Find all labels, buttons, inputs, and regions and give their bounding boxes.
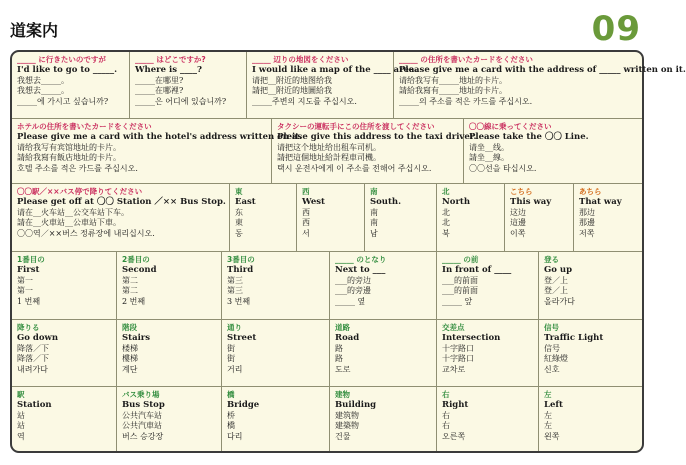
phrase-translation: 紅綠燈	[544, 354, 568, 364]
phrase-cell	[247, 52, 418, 119]
phrase-label: 北	[442, 187, 450, 196]
phrase-translation: 請在__火車站__公車站下車。	[17, 218, 121, 228]
phrase-cell	[222, 252, 330, 320]
phrase-translation: 请把这个地址给出租车司机。	[277, 142, 381, 152]
phrase-translation: 樓梯	[122, 354, 138, 364]
phrase-english: North	[442, 196, 471, 207]
phrase-label: 南	[370, 187, 378, 196]
phrase-label: 交差点	[442, 323, 465, 332]
phrase-english: Please give this address to the taxi driver.	[277, 131, 477, 142]
phrase-translation: 公共汽车站	[122, 410, 162, 420]
phrase-english: That way	[579, 196, 622, 207]
phrase-translation: 請把這個地址給計程車司機。	[277, 153, 381, 163]
phrase-translation: 남	[370, 228, 378, 238]
phrase-cell	[394, 52, 686, 119]
phrase-cell	[365, 184, 437, 252]
phrase-label: 信号	[544, 323, 559, 332]
phrase-label: _____ に行きたいのですが	[17, 55, 106, 64]
phrase-translation: 左	[544, 421, 552, 431]
phrase-translation: 西	[302, 218, 310, 228]
phrase-translation: 건물	[335, 431, 351, 441]
phrase-translation: 降落／下	[17, 343, 49, 353]
phrase-english: Please get off at 〇〇 Station ／×× Bus Stop.	[17, 196, 226, 207]
phrase-english: Bridge	[227, 399, 260, 410]
phrase-cell	[437, 387, 539, 451]
phrase-translation: 왼쪽	[544, 431, 560, 441]
phrase-english: Third	[227, 264, 254, 275]
phrase-translation: _____在哪裡?	[135, 86, 184, 96]
phrase-translation: 도로	[335, 364, 351, 374]
phrase-english: West	[302, 196, 325, 207]
phrase-translation: 我想去_____。	[17, 75, 69, 85]
phrase-translation: 東	[235, 218, 243, 228]
phrase-english: Next to ___	[335, 264, 386, 275]
phrase-translation: 请在__火车站__公交车站下车。	[17, 207, 129, 217]
phrase-english: This way	[510, 196, 552, 207]
phrase-translation: 〇〇역／××버스 정류장에 내리십시오.	[17, 228, 155, 238]
phrase-english: Please give me a card with the address of _____ written on it.	[399, 64, 686, 75]
phrase-translation: 桥	[227, 410, 235, 420]
phrase-cell	[272, 119, 477, 184]
phrase-translation: 右	[442, 410, 450, 420]
phrase-cell	[539, 387, 642, 451]
phrase-translation: 저쪽	[579, 228, 595, 238]
phrase-cell	[12, 184, 230, 252]
phrase-cell	[12, 320, 117, 387]
phrase-english: Go down	[17, 332, 58, 343]
phrase-translation: 西	[302, 207, 310, 217]
phrase-translation: 楼梯	[122, 343, 138, 353]
phrase-english: Traffic Light	[544, 332, 604, 343]
phrase-translation: 公共汽車站	[122, 421, 162, 431]
phrase-translation: ___的旁边	[335, 275, 371, 285]
phrase-translation: 這邊	[510, 218, 526, 228]
phrase-cell	[12, 119, 303, 184]
phrase-english: South.	[370, 196, 402, 207]
phrase-english: Second	[122, 264, 157, 275]
phrase-translation: 신호	[544, 364, 560, 374]
phrase-translation: 第二	[122, 286, 138, 296]
phrase-cell	[330, 387, 437, 451]
phrase-label: 3番目の	[227, 255, 255, 264]
phrase-english: Please give me a card with the hotel's address written on it.	[17, 131, 303, 142]
phrase-cell	[12, 52, 130, 119]
phrase-translation: _____은 어디에 있습니까?	[135, 96, 227, 106]
phrase-label: ホテルの住所を書いたカードをください	[17, 122, 152, 131]
phrase-label: 建物	[335, 390, 350, 399]
phrase-cell	[330, 320, 437, 387]
phrase-label: 〇〇線に乗ってください	[469, 122, 552, 131]
phrase-translation: 我想去_____。	[17, 86, 69, 96]
phrase-translation: 다리	[227, 431, 243, 441]
phrase-english: Right	[442, 399, 469, 410]
phrase-translation: 第一	[17, 275, 33, 285]
phrase-translation: 第三	[227, 286, 243, 296]
phrase-translation: 信号	[544, 343, 560, 353]
phrase-cell	[330, 252, 437, 320]
phrase-label: 道路	[335, 323, 350, 332]
phrase-cell	[117, 320, 222, 387]
phrase-cell	[222, 320, 330, 387]
phrase-translation: 请把__附近的地图给我	[252, 75, 332, 85]
phrase-label: こちら	[510, 187, 533, 196]
phrase-label: 登る	[544, 255, 559, 264]
phrase-translation: _____에 가시고 싶습니까?	[17, 96, 109, 106]
phrase-english: Bus Stop	[122, 399, 165, 410]
phrase-translation: 버스 승강장	[122, 431, 164, 441]
phrase-translation: 左	[544, 410, 552, 420]
phrase-english: Go up	[544, 264, 573, 275]
phrase-english: Intersection	[442, 332, 501, 343]
phrase-label: 東	[235, 187, 243, 196]
phrase-cell	[117, 387, 222, 451]
phrase-label: 〇〇駅／××バス停で降りてください	[17, 187, 143, 196]
phrase-english: Please take the 〇〇 Line.	[469, 131, 589, 142]
phrase-cell	[539, 252, 642, 320]
phrase-label: _____ 辺りの地図をください	[252, 55, 349, 64]
phrase-translation: 橋	[227, 421, 235, 431]
phrase-translation: 站	[17, 410, 25, 420]
phrase-label: バス乗り場	[122, 390, 160, 399]
phrase-translation: 第二	[122, 275, 138, 285]
phrase-english: First	[17, 264, 40, 275]
phrase-english: Building	[335, 399, 377, 410]
phrase-label: 階段	[122, 323, 137, 332]
phrase-label: あちら	[579, 187, 602, 196]
phrase-translation: 3 번째	[227, 296, 251, 306]
phrase-translation: 降落／下	[17, 354, 49, 364]
phrase-label: 降りる	[17, 323, 40, 332]
phrase-translation: 路	[335, 343, 343, 353]
phrase-translation: 請給我寫有_____地址的卡片。	[399, 86, 507, 96]
phrase-translation: _____의 주소를 적은 카드를 주십시오.	[399, 96, 533, 106]
phrase-translation: 登／上	[544, 286, 568, 296]
phrase-translation: 站	[17, 421, 25, 431]
phrase-english: Station	[17, 399, 52, 410]
phrase-english: Road	[335, 332, 360, 343]
phrase-translation: _____주변의 지도를 주십시오.	[252, 96, 357, 106]
phrase-english: Stairs	[122, 332, 151, 343]
phrase-cell	[117, 252, 222, 320]
phrase-translation: 계단	[122, 364, 138, 374]
phrase-translation: 十字路口	[442, 354, 474, 364]
phrase-cell	[574, 184, 642, 252]
phrase-translation: 登／上	[544, 275, 568, 285]
phrase-translation: ___的前面	[442, 275, 478, 285]
phrase-translation: 那边	[579, 207, 595, 217]
phrase-translation: 〇〇선을 타십시오.	[469, 163, 537, 173]
phrase-english: Left	[544, 399, 563, 410]
phrase-label: 橋	[227, 390, 235, 399]
phrase-cell	[437, 252, 539, 320]
phrase-translation: 請給我寫有飯店地址的卡片。	[17, 153, 121, 163]
phrase-translation: 請把__附近的地圖給我	[252, 86, 332, 96]
phrase-translation: ___的前面	[442, 286, 478, 296]
phrase-translation: 路	[335, 354, 343, 364]
phrase-translation: 이쪽	[510, 228, 526, 238]
phrase-translation: 호텔 주소를 적은 카드를 주십시오.	[17, 163, 138, 173]
page-title: 道案内	[10, 21, 59, 40]
phrase-translation: 請坐__線。	[469, 153, 509, 163]
phrase-translation: 街	[227, 354, 235, 364]
phrase-translation: 1 번째	[17, 296, 41, 306]
phrase-cell	[464, 119, 642, 184]
phrase-label: 1番目の	[17, 255, 45, 264]
phrase-translation: 请给我写有宾馆地址的卡片。	[17, 142, 121, 152]
phrase-translation: 교차로	[442, 364, 466, 374]
phrase-translation: 那邊	[579, 218, 595, 228]
phrase-translation: 建筑物	[335, 410, 359, 420]
phrase-english: East	[235, 196, 256, 207]
phrase-table	[10, 50, 686, 453]
phrase-cell	[12, 252, 117, 320]
phrase-translation: 동	[235, 228, 243, 238]
phrase-translation: 南	[370, 207, 378, 217]
phrase-translation: 南	[370, 218, 378, 228]
phrase-cell	[539, 320, 642, 387]
phrase-label: 右	[442, 390, 450, 399]
phrase-label: 駅	[17, 390, 25, 399]
phrase-label: 西	[302, 187, 310, 196]
phrase-translation: _____ 앞	[442, 296, 473, 306]
phrase-label: _____ の前	[442, 255, 479, 264]
phrase-english: Street	[227, 332, 257, 343]
phrase-cell	[12, 387, 117, 451]
phrase-label: 左	[544, 390, 552, 399]
phrase-translation: 第三	[227, 275, 243, 285]
phrase-translation: 街	[227, 343, 235, 353]
phrase-translation: ___的旁邊	[335, 286, 371, 296]
phrase-translation: 2 번째	[122, 296, 146, 306]
phrase-translation: 北	[442, 207, 450, 217]
phrase-translation: _____ 옆	[335, 296, 366, 306]
phrase-label: _____ の住所を書いたカードをください	[399, 55, 533, 64]
phrase-label: 2番目の	[122, 255, 150, 264]
phrase-translation: 东	[235, 207, 243, 217]
phrase-label: 通り	[227, 323, 242, 332]
phrase-english: I would like a map of the ____ area.	[252, 64, 418, 75]
phrase-label: _____ はどこですか?	[135, 55, 206, 64]
phrase-translation: 내려가다	[17, 364, 48, 374]
phrase-cell	[437, 184, 505, 252]
phrase-cell	[437, 320, 539, 387]
phrase-translation: 서	[302, 228, 310, 238]
phrase-translation: 请给我写有_____地址的卡片。	[399, 75, 507, 85]
phrase-translation: 第一	[17, 286, 33, 296]
phrase-cell	[297, 184, 365, 252]
phrase-cell	[130, 52, 247, 119]
phrase-translation: 建築物	[335, 421, 359, 431]
phrase-translation: 请坐__线。	[469, 142, 509, 152]
phrase-label: タクシーの運転手にこの住所を渡してください	[277, 122, 435, 131]
phrase-translation: 十字路口	[442, 343, 474, 353]
phrase-translation: _____在哪里?	[135, 75, 184, 85]
phrase-english: Where is ____?	[135, 64, 202, 75]
phrase-english: I'd like to go to _____.	[17, 64, 118, 75]
phrase-translation: 右	[442, 421, 450, 431]
phrase-translation: 역	[17, 431, 25, 441]
phrase-cell	[230, 184, 297, 252]
phrase-english: In front of ____	[442, 264, 512, 275]
phrase-translation: 올라가다	[544, 296, 575, 306]
phrase-translation: 거리	[227, 364, 243, 374]
phrase-translation: 북	[442, 228, 450, 238]
phrase-label: _____ のとなり	[335, 255, 387, 264]
phrase-cell	[505, 184, 574, 252]
phrase-translation: 这边	[510, 207, 526, 217]
phrase-cell	[222, 387, 330, 451]
phrase-translation: 北	[442, 218, 450, 228]
phrase-translation: 오른쪽	[442, 431, 466, 441]
page-number: 09	[591, 9, 641, 49]
phrase-translation: 택시 운전사에게 이 주소를 전해어 주십시오.	[277, 163, 432, 173]
